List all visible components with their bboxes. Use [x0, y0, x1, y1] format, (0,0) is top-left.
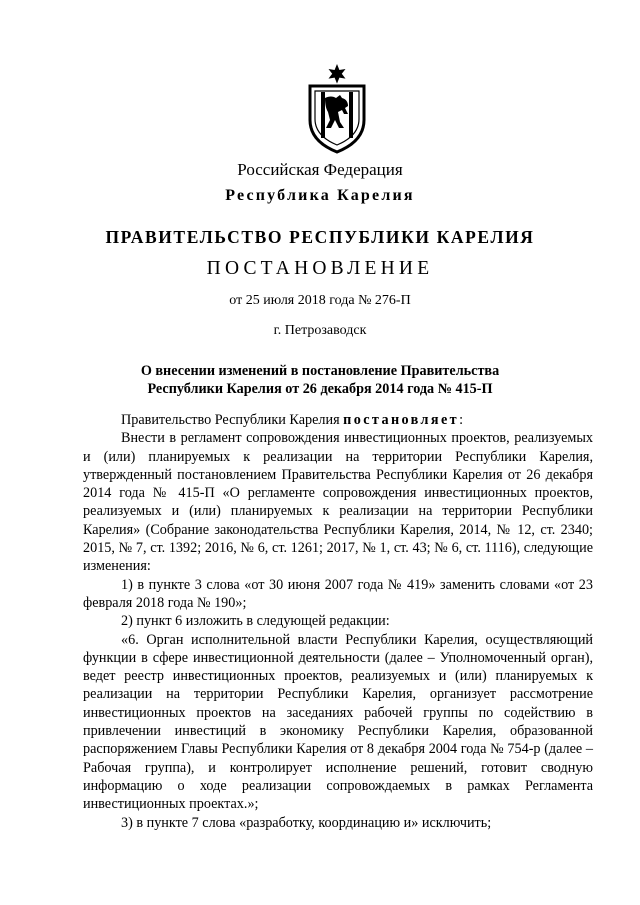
preamble-end: :	[459, 412, 464, 428]
intro-paragraph: Внести в регламент сопровождения инвестиционных проектов, реализуемых и (или) планируемых к реализации на территории Республики Карелия, утвержденный постановлением Правительства Республики Карелия от 26 декабря 2014 года № 415-П «О регламенте сопровождения инвестиционных проектов, реализуемых и (или) планируемых к реализации на территории Республики Карелия» (Собрание законодательства Республики Карелия, 2014, № 12, ст. 2340; 2015, № 7, ст. 1392; 2016, № 6, ст. 1261; 2017, № 1, ст. 43; № 6, ст. 1116), следующие изменения:	[83, 430, 593, 575]
title-line-2: Республики Карелия от 26 декабря 2014 года № 415-П	[147, 381, 493, 397]
country-name: Российская Федерация	[237, 160, 403, 179]
preamble-verb: постановляет	[343, 412, 460, 428]
item-2-paragraph: 2) пункт 6 изложить в следующей редакции:	[121, 613, 390, 630]
document-city: г. Петрозаводск	[273, 323, 367, 338]
document-title	[90, 362, 550, 398]
document-body	[83, 411, 593, 832]
document-dateline: от 25 июля 2018 года № 276-П	[229, 293, 411, 308]
preamble	[83, 411, 593, 429]
item-3-paragraph: 3) в пункте 7 слова «разработку, координацию и» исключить;	[121, 814, 492, 831]
karelia-coat-of-arms-icon	[300, 62, 374, 154]
title-line-1: О внесении изменений в постановление Правительства	[140, 363, 500, 379]
quoted-clause-paragraph: «6. Орган исполнительной власти Республики Карелия, осуществляющий функции в сфере инвестиционной деятельности (далее – Уполномоченный орган), ведет реестр инвестиционных проектов, реализуемых и (или) планируемых к реализации на территории Республики Карелия, организует рассмотрение инвестиционных проектов на заседаниях рабочей группы по содействию в привлечении инвестиций в экономику Республики Карелия, образованной распоряжением Главы Республики Карелия от 8 декабря 2004 года № 754-р (далее – Рабочая группа), и контролирует исполнение решений, готовит сводную информацию о ходе реализации сопровождаемых в рамках Регламента инвестиционных проектах.»;	[83, 631, 593, 813]
government-name: ПРАВИТЕЛЬСТВО РЕСПУБЛИКИ КАРЕЛИЯ	[105, 227, 535, 247]
item-1-paragraph: 1) в пункте 3 слова «от 30 июня 2007 года № 419» заменить словами «от 23 февраля 2018 года № 190»;	[83, 576, 593, 611]
preamble-lead: Правительство Республики Карелия	[121, 412, 344, 428]
republic-name: Республика Карелия	[225, 187, 415, 204]
document-type: ПОСТАНОВЛЕНИЕ	[206, 258, 434, 279]
